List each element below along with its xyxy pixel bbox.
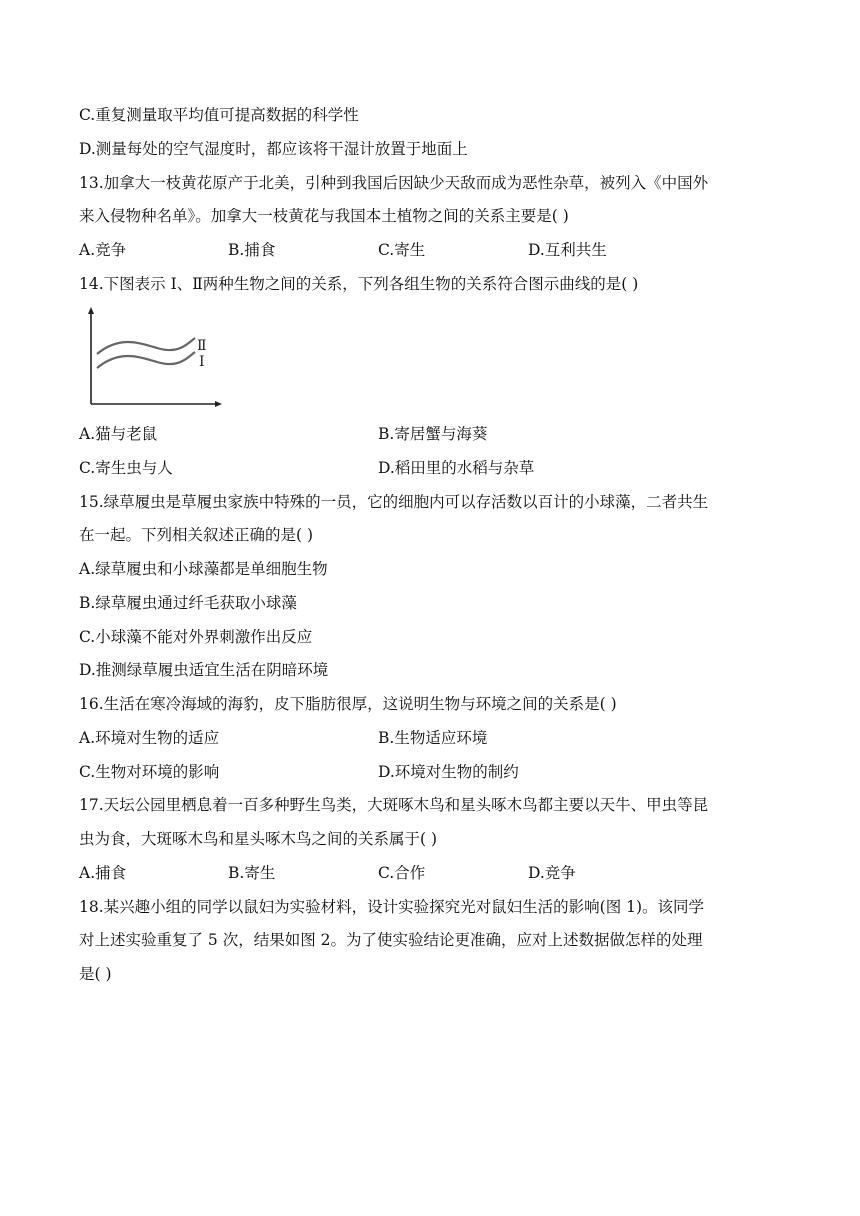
q16-option-c[interactable]: C.生物对环境的影响	[79, 763, 220, 781]
question-16: 16.生活在寒冷海域的海豹，皮下脂肪很厚，这说明生物与环境之间的关系是( )	[79, 695, 617, 713]
curve-label-ii: Ⅱ	[197, 338, 207, 354]
option-d-q12: D.测量每处的空气湿度时，都应该将干湿计放置于地面上	[79, 140, 468, 158]
q14-option-c[interactable]: C.寄生虫与人	[79, 459, 173, 477]
q13-option-d[interactable]: D.互利共生	[528, 241, 607, 259]
q14-option-b[interactable]: B.寄居蟹与海葵	[378, 425, 488, 443]
q16-option-d[interactable]: D.环境对生物的制约	[378, 763, 519, 781]
question-18-line-1: 18.某兴趣小组的同学以鼠妇为实验材料，设计实验探究光对鼠妇生活的影响(图 1)。该同学	[79, 898, 705, 916]
q13-option-c[interactable]: C.寄生	[378, 241, 426, 259]
q17-option-d[interactable]: D.竞争	[528, 864, 576, 882]
q17-option-b[interactable]: B.寄生	[228, 864, 276, 882]
question-17-line-2: 虫为食，大斑啄木鸟和星头啄木鸟之间的关系属于( )	[79, 830, 438, 848]
q14-option-a[interactable]: A.猫与老鼠	[79, 425, 158, 443]
question-15-line-1: 15.绿草履虫是草履虫家族中特殊的一员，它的细胞内可以存活数以百计的小球藻，二者共生	[79, 493, 709, 511]
question-14: 14.下图表示 I、Ⅱ两种生物之间的关系，下列各组生物的关系符合图示曲线的是( )	[79, 275, 639, 293]
q13-option-a[interactable]: A.竞争	[79, 241, 127, 259]
q14-option-d[interactable]: D.稻田里的水稻与杂草	[378, 459, 535, 477]
question-18-line-3: 是( )	[79, 965, 112, 983]
q15-option-c[interactable]: C.小球藻不能对外界刺激作出反应	[79, 628, 313, 646]
q17-option-c[interactable]: C.合作	[378, 864, 426, 882]
y-axis-arrow-icon	[88, 307, 94, 314]
question-13-line-1: 13.加拿大一枝黄花原产于北美，引种到我国后因缺少天敌而成为恶性杂草，被列入《中国外	[79, 174, 709, 192]
question-13-line-2: 来入侵物种名单》。加拿大一枝黄花与我国本土植物之间的关系主要是( )	[79, 207, 569, 225]
question-18-line-2: 对上述实验重复了 5 次，结果如图 2。为了使实验结论更准确，应对上述数据做怎样的处理	[79, 931, 703, 949]
q13-option-b[interactable]: B.捕食	[228, 241, 276, 259]
q15-option-b[interactable]: B.绿草履虫通过纤毛获取小球藻	[79, 594, 297, 612]
curve-i	[97, 352, 195, 368]
question-17-line-1: 17.天坛公园里栖息着一百多种野生鸟类，大斑啄木鸟和星头啄木鸟都主要以天牛、甲虫等昆	[79, 796, 709, 814]
question-15-line-2: 在一起。下列相关叙述正确的是( )	[79, 526, 314, 544]
x-axis-arrow-icon	[215, 401, 222, 407]
q16-option-a[interactable]: A.环境对生物的适应	[79, 729, 220, 747]
q15-option-d[interactable]: D.推测绿草履虫适宜生活在阴暗环境	[79, 661, 329, 679]
q15-option-a[interactable]: A.绿草履虫和小球藻都是单细胞生物	[79, 560, 328, 578]
option-c-q12: C.重复测量取平均值可提高数据的科学性	[79, 106, 359, 124]
q14-curve-svg	[79, 304, 229, 414]
curve-label-i: I	[199, 354, 205, 370]
q17-option-a[interactable]: A.捕食	[79, 864, 127, 882]
q16-option-b[interactable]: B.生物适应环境	[378, 729, 488, 747]
curve-ii	[97, 338, 195, 354]
q14-curve-figure	[79, 304, 229, 414]
